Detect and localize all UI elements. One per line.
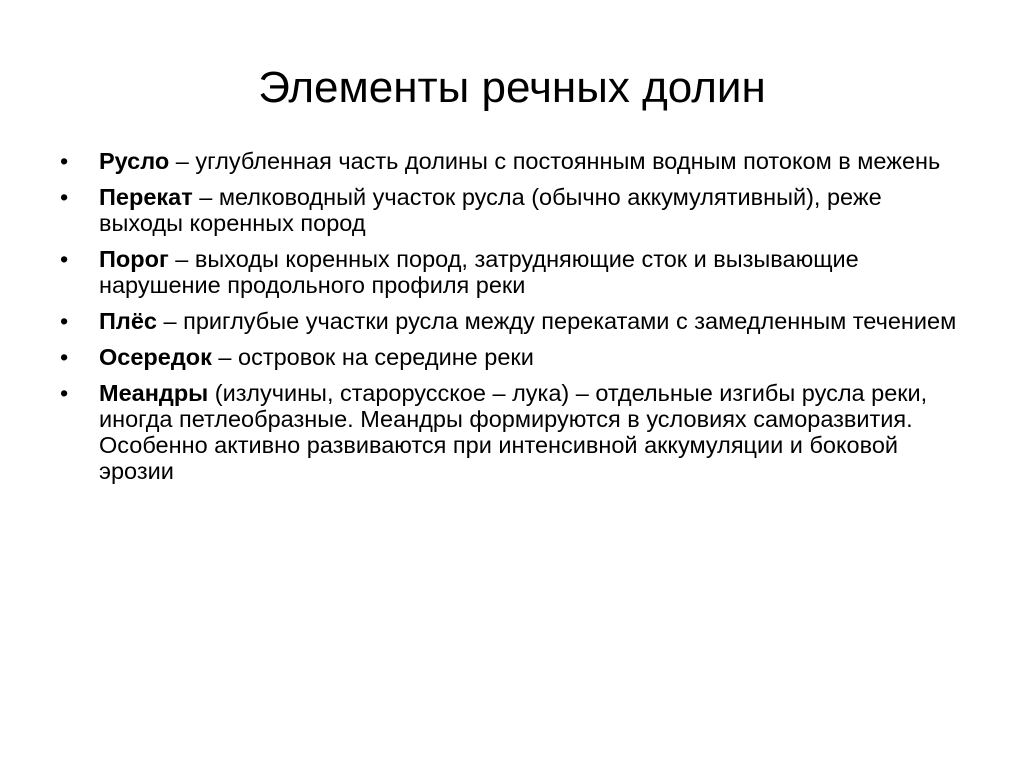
bullet-list	[60, 148, 970, 494]
definition: – углубленная часть долины с постоянным водным потоком в межень	[169, 148, 941, 174]
definition: – выходы коренных пород, затрудняющие сток и вызывающие нарушение продольного профиля реки	[99, 246, 859, 298]
bullet-item-porog	[60, 246, 970, 298]
term: Плёс	[99, 308, 157, 334]
bullet-dot: •	[60, 344, 69, 370]
term: Порог	[99, 246, 169, 272]
bullet-dot: •	[60, 246, 69, 272]
bullet-dot: •	[60, 308, 69, 334]
term: Русло	[99, 148, 170, 174]
term: Осередок	[99, 344, 212, 370]
bullet-item-meandry	[60, 380, 970, 484]
term: Меандры	[99, 380, 209, 406]
definition: (излучины, старорусское – лука) – отдельные изгибы русла реки, иногда петлеобразные. Меандры формируются в условиях саморазвития. Особенно активно развиваются при интенсивной аккумуляции и боковой эрозии	[99, 380, 928, 484]
bullet-item-oseredok	[60, 344, 970, 370]
slide-title: Элементы речных долин	[258, 63, 766, 112]
definition: – островок на середине реки	[211, 344, 534, 370]
bullet-dot: •	[60, 380, 69, 406]
definition: – приглубые участки русла между перекатами с замедленным течением	[156, 308, 957, 334]
term: Перекат	[99, 184, 193, 210]
bullet-dot: •	[60, 184, 69, 210]
bullet-item-ples	[60, 308, 970, 334]
bullet-item-perekat	[60, 184, 970, 236]
bullet-item-ruslo	[60, 148, 970, 174]
definition: – мелководный участок русла (обычно аккумулятивный), реже выходы коренных пород	[99, 184, 882, 236]
bullet-dot: •	[60, 148, 69, 174]
